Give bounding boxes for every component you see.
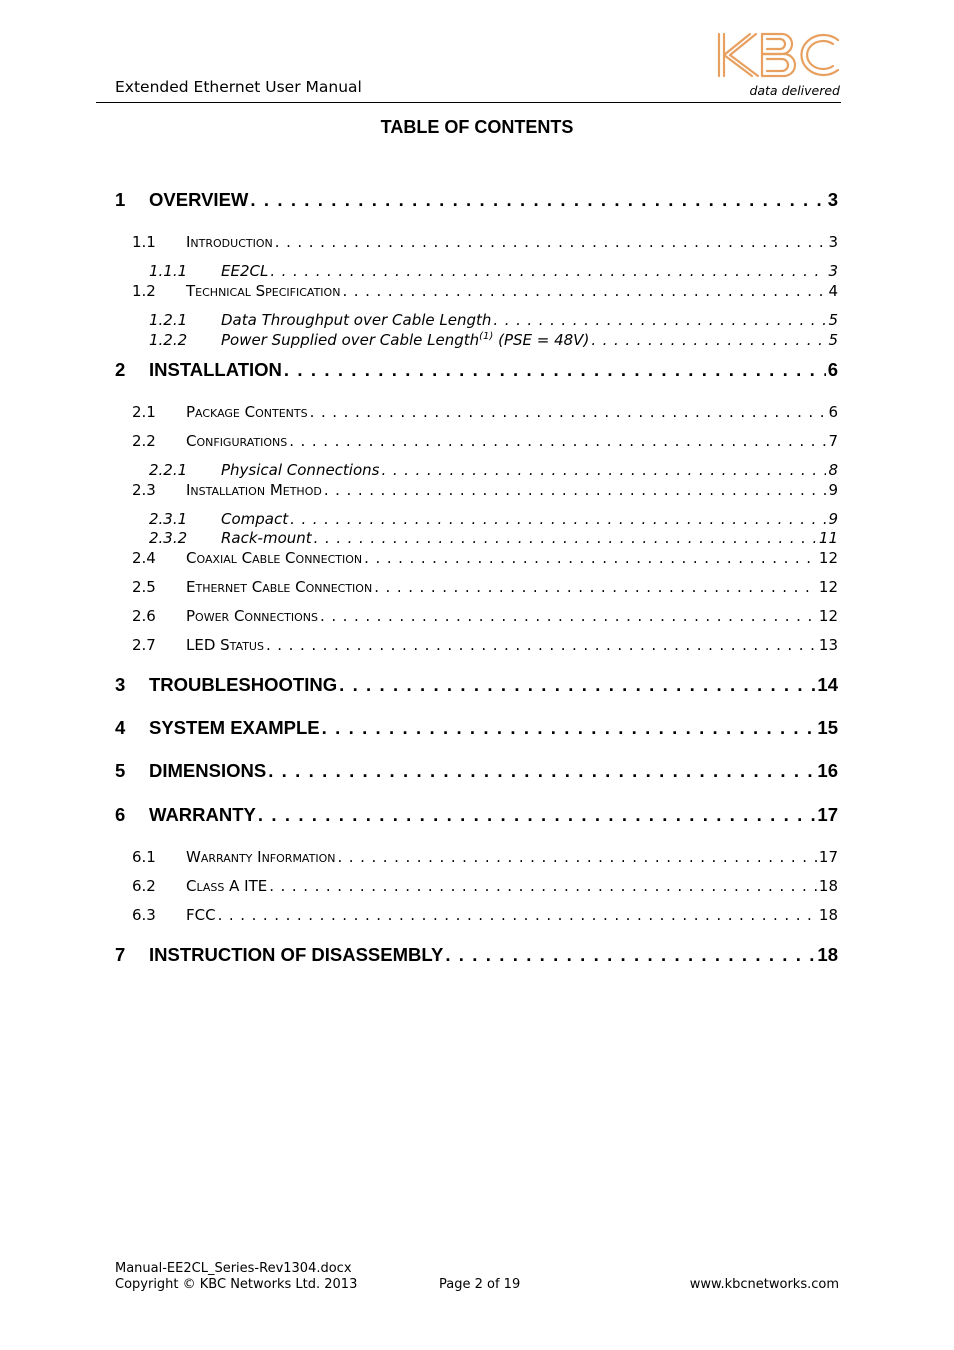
toc-dot-leader: [322, 717, 816, 739]
toc-entry[interactable]: [149, 510, 838, 528]
footer-filename: Manual-EE2CL_Series-Rev1304.docx: [115, 1261, 352, 1276]
toc-entry-number: 6.1: [132, 848, 156, 866]
toc-entry-number: 6.3: [132, 906, 156, 924]
toc-entry[interactable]: [115, 189, 838, 211]
toc-entry-label-suffix: (PSE = 48V): [493, 331, 590, 349]
toc-entry-label: [186, 906, 216, 924]
toc-dot-leader: [493, 311, 826, 329]
toc-entry-label: [186, 282, 340, 300]
toc-entry-label-text: Coaxial Cable Connection: [186, 549, 363, 567]
toc-entry-number: 1.2.1: [149, 311, 188, 329]
toc-entry-label: [221, 510, 288, 528]
toc-dot-leader: [270, 262, 826, 280]
toc-dot-leader: [284, 359, 826, 381]
toc-dot-leader: [218, 906, 817, 924]
toc-entry-label-text: Compact: [221, 510, 289, 528]
toc-entry-number: 4: [115, 717, 126, 738]
toc-entry-number: 7: [115, 944, 126, 965]
toc-entry-number: 2.5: [132, 578, 156, 596]
toc-entry-label: [149, 944, 443, 966]
toc-entry-label-text: TROUBLESHOOTING: [149, 674, 338, 695]
toc-entry-label: [149, 189, 248, 211]
toc-entry-label-text: FCC: [186, 906, 216, 924]
toc-dot-leader: [268, 760, 815, 782]
toc-entry-number: 1: [115, 189, 126, 210]
toc-entry-number: 2.7: [132, 636, 156, 654]
header-divider: [96, 102, 841, 103]
toc-dot-leader: [258, 804, 816, 826]
toc-entry-label-text: Physical Connections: [221, 461, 380, 479]
toc-entry-number: 1.1.1: [149, 262, 188, 280]
toc-entry-label-text: Configurations: [186, 432, 288, 450]
toc-entry-page: 12: [818, 578, 838, 596]
toc-dot-leader: [314, 529, 817, 547]
toc-entry-label: [149, 674, 337, 696]
toc-dot-leader: [591, 331, 826, 349]
toc-entry-page: 5: [828, 311, 838, 329]
toc-entry-label: [221, 311, 491, 329]
toc-entry-page: 12: [818, 607, 838, 625]
toc-dot-leader: [290, 510, 826, 528]
toc-dot-leader: [269, 877, 817, 895]
toc-entry-number: 2.6: [132, 607, 156, 625]
toc-entry-page: 8: [828, 461, 838, 479]
toc-dot-leader: [342, 282, 826, 300]
toc-entry-label: [221, 461, 379, 479]
toc-entry-label-text: WARRANTY: [149, 804, 256, 825]
toc-dot-leader: [374, 578, 817, 596]
document-title: Extended Ethernet User Manual: [115, 78, 362, 96]
toc-entry-page: 9: [828, 510, 838, 528]
toc-dot-leader: [324, 481, 827, 499]
toc-entry-label: [186, 848, 335, 866]
toc-entry-label: [221, 331, 589, 349]
toc-entry[interactable]: [149, 529, 838, 547]
toc-entry-label: [149, 717, 320, 739]
toc-entry-number: 2.4: [132, 549, 156, 567]
toc-entry-label-text: INSTRUCTION OF DISASSEMBLY: [149, 944, 444, 965]
toc-entry[interactable]: [149, 461, 838, 479]
toc-entry-page: 7: [828, 432, 838, 450]
toc-dot-leader: [275, 233, 827, 251]
toc-entry[interactable]: [132, 607, 838, 625]
toc-entry[interactable]: [115, 760, 838, 782]
toc-entry-page: 3: [827, 189, 838, 210]
toc-entry[interactable]: [132, 848, 838, 866]
toc-entry[interactable]: [132, 432, 838, 450]
toc-entry-page: 3: [828, 262, 838, 280]
toc-entry-label: [186, 549, 362, 567]
toc-entry[interactable]: [115, 674, 838, 696]
toc-entry-page: 12: [818, 549, 838, 567]
toc-entry[interactable]: [115, 804, 838, 826]
toc-entry-label-text: Rack-mount: [221, 529, 312, 547]
footer-page-number: Page 2 of 19: [439, 1277, 521, 1292]
toc-entry-page: 16: [817, 760, 838, 781]
toc-entry-page: 15: [817, 717, 838, 738]
toc-entry-page: 5: [828, 331, 838, 349]
toc-entry-number: 2.1: [132, 403, 156, 421]
toc-entry-number: 3: [115, 674, 126, 695]
toc-entry-label-text: Data Throughput over Cable Length: [221, 311, 492, 329]
toc-entry-label: [186, 233, 273, 251]
toc-dot-leader: [364, 549, 817, 567]
footer-left: [115, 1261, 357, 1293]
toc-entry-page: 4: [828, 282, 838, 300]
toc-entry-label: [186, 578, 372, 596]
toc-entry[interactable]: [132, 282, 838, 300]
toc-entry-label-text: Introduction: [186, 233, 273, 251]
toc-entry-number: 6: [115, 804, 126, 825]
toc-entry-page: 6: [827, 359, 838, 380]
toc-entry-number: 1.2: [132, 282, 156, 300]
toc-entry-label: [186, 481, 322, 499]
toc-entry[interactable]: [149, 311, 838, 329]
toc-entry-number: 2.3.1: [149, 510, 188, 528]
toc-dot-leader: [289, 432, 826, 450]
toc-entry-number: 1.2.2: [149, 331, 188, 349]
toc-entry[interactable]: [132, 906, 838, 924]
toc-entry-number: 2: [115, 359, 126, 380]
toc-entry-number: 2.2: [132, 432, 156, 450]
toc-entry-label-text: Installation Method: [186, 481, 322, 499]
toc-entry-number: 2.2.1: [149, 461, 188, 479]
toc-entry[interactable]: [149, 262, 838, 280]
toc-entry[interactable]: [132, 549, 838, 567]
toc-title: TABLE OF CONTENTS: [380, 117, 574, 137]
toc-entry-number: 1.1: [132, 233, 156, 251]
toc-entry-label-text: Power Connections: [186, 607, 318, 625]
toc-dot-leader: [337, 848, 816, 866]
toc-entry-label: [221, 262, 268, 280]
toc-entry-page: 18: [818, 906, 838, 924]
toc-entry[interactable]: [132, 233, 838, 251]
toc-entry-page: 18: [818, 877, 838, 895]
toc-entry-label-text: Package Contents: [186, 403, 308, 421]
toc-dot-leader: [266, 636, 817, 654]
footer-website: www.kbcnetworks.com: [689, 1277, 839, 1292]
toc-entry[interactable]: [115, 717, 838, 739]
toc-dot-leader: [445, 944, 815, 966]
toc-entry-page: 14: [817, 674, 838, 695]
footer-copyright: Copyright © KBC Networks Ltd. 2013: [115, 1277, 358, 1292]
toc-entry-page: 11: [818, 529, 838, 547]
toc-entry-label-text: Warranty Information: [186, 848, 336, 866]
toc-entry-page: 17: [817, 804, 838, 825]
toc-entry-label: [186, 607, 318, 625]
toc-entry-label: [186, 877, 267, 895]
toc-entry-label-text: EE2CL: [221, 262, 269, 280]
toc-entry-number: 2.3: [132, 481, 156, 499]
toc-entry-label-text: SYSTEM EXAMPLE: [149, 717, 320, 738]
toc-dot-leader: [250, 189, 825, 211]
toc-entry-number: 6.2: [132, 877, 156, 895]
toc-entry-label-text: OVERVIEW: [149, 189, 249, 210]
toc-dot-leader: [310, 403, 827, 421]
toc-entry-label: [186, 636, 264, 654]
toc-entry-superscript: (1): [479, 331, 494, 342]
toc-entry-label: [186, 403, 308, 421]
toc-entry[interactable]: [132, 481, 838, 499]
toc-entry[interactable]: [115, 944, 838, 966]
toc-entry-label: [186, 432, 287, 450]
toc-entry[interactable]: [149, 331, 838, 349]
toc-entry-label-text: Ethernet Cable Connection: [186, 578, 373, 596]
toc-entry-page: 3: [828, 233, 838, 251]
logo-tagline: data delivered: [749, 83, 840, 98]
toc-entry[interactable]: [132, 403, 838, 421]
toc-entry-number: 2.3.2: [149, 529, 188, 547]
toc-entry-page: 6: [828, 403, 838, 421]
toc-entry[interactable]: [132, 636, 838, 654]
toc-entry-label: [149, 359, 282, 381]
toc-entry-page: 18: [817, 944, 838, 965]
toc-entry-label-text: Technical Specification: [186, 282, 341, 300]
toc-entry-label-text: DIMENSIONS: [149, 760, 267, 781]
toc-dot-leader: [320, 607, 817, 625]
toc-entry[interactable]: [132, 877, 838, 895]
toc-dot-leader: [339, 674, 815, 696]
toc-entry-label-text: Power Supplied over Cable Length: [221, 331, 480, 349]
toc-entry-label-text: LED Status: [186, 636, 264, 654]
toc-entry-number: 5: [115, 760, 126, 781]
toc-entry[interactable]: [115, 359, 838, 381]
toc-entry-label-text: Class A ITE: [186, 877, 268, 895]
toc-entry-page: 9: [828, 481, 838, 499]
toc-entry-page: 17: [818, 848, 838, 866]
toc-entry-label: [149, 804, 256, 826]
toc-dot-leader: [381, 461, 826, 479]
toc-entry-page: 13: [818, 636, 838, 654]
toc-entry-label: [149, 760, 266, 782]
toc-entry-label: [221, 529, 312, 547]
toc-entry[interactable]: [132, 578, 838, 596]
toc-entry-label-text: INSTALLATION: [149, 359, 282, 380]
